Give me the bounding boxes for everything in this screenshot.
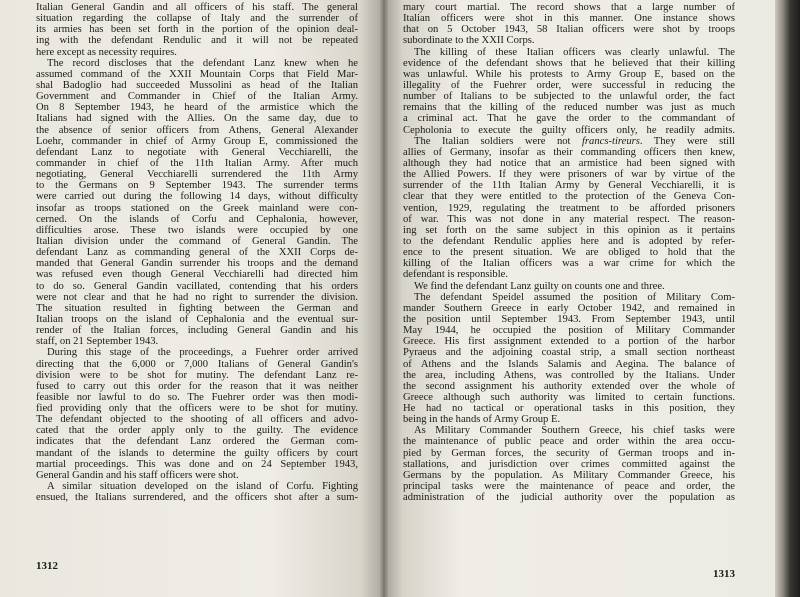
text-line: was refused even though General Vecchiarelli had directed him: [36, 269, 358, 281]
text-line: the maintenance of public peace and order within the area occu-: [403, 436, 735, 448]
text-line: Italian division under the command of General Gandin. The: [36, 235, 358, 247]
text-line: subordinate to the XXII Corps.: [403, 35, 535, 47]
text-line: Greece although such authority was limited to certain functions.: [403, 391, 735, 403]
text-line: although they had notice that an armistice had been signed with: [403, 157, 735, 169]
text-line: the position until September 1943. From September 1943, until: [403, 313, 735, 325]
text-line: the Allied Powers. If they were prisoners of war by virtue of the: [403, 169, 735, 181]
text-line: The record discloses that the defendant Lanz knew when he: [47, 57, 358, 69]
text-line: stallations, and jurisdiction over crimes committed against the: [403, 458, 735, 470]
text-line: the area, including Athens, was controlled by the Italians. Under: [403, 369, 735, 381]
text-line: ensued, the Italians surrendered, and the officers shot after a sum-: [36, 492, 358, 504]
text-line: clear that they were entitled to the protection of the Geneva Con-: [403, 191, 735, 203]
text-line: He had no tactical or operational tasks in this position, they: [403, 403, 735, 415]
text-line: As Military Commander Southern Greece, his chief tasks were: [414, 425, 735, 437]
text-line: We find the defendant Lanz guilty on counts one and three.: [414, 280, 665, 292]
text-line: Loehr, commander in chief of Army Group E, commissioned the: [36, 135, 358, 147]
text-line: the absence of senior officers from Athens, General Alexander: [36, 124, 358, 136]
text-line: vention, 1929, regulating the treatment to be afforded prisoners: [403, 202, 735, 214]
page-number-left: 1312: [36, 560, 58, 572]
text-line: shal Badoglio had succeeded Mussolini as head of the Italian: [36, 79, 358, 91]
text-line: defendant Lanz to negotiate with General Vecchiarelli, the: [36, 146, 358, 158]
text-line: defendant is responsible.: [403, 269, 509, 281]
text-line: General Gandin and his staff officers were shot.: [36, 469, 239, 481]
text-line: to the Germans on 9 September 1943. The surrender terms: [36, 180, 358, 192]
text-line: commander in chief of the 11th Italian Army. After much: [36, 157, 358, 169]
left-page-text: [36, 2, 358, 503]
text-line: that on 5 October 1943, 58 Italian officers were shot by troops: [403, 24, 735, 36]
text-line: difficulties arose. These two islands were occupied by one: [36, 224, 358, 236]
text-line: of Athens and the Islands Salamis and Aegina. The balance of: [403, 358, 735, 370]
text-line: administration of the judicial authority over the population as: [403, 492, 735, 504]
text-line: mander Southern Greece in early October 1942, and remained in: [403, 302, 735, 314]
text-line: Italian troops on the island of Cephalonia and the eventual sur-: [36, 313, 358, 325]
text-line: Cepholonia to execute the guilty officers only, he readily admits.: [403, 124, 735, 136]
text-line: The killing of these Italian officers was clearly unlawful. The: [414, 46, 735, 58]
text-line: remains that the killing of the reduced number was just as much: [403, 102, 735, 114]
text-line: was unlawful. While his protests to Army Group E, based on the: [403, 68, 735, 80]
text-line: indicates that the defendant Lanz ordered the German com-: [36, 436, 358, 448]
text-line: The defendant objected to the shooting of all officers and advo-: [36, 414, 358, 426]
text-line: insofar as troops stationed on the Greek mainland were con-: [36, 202, 358, 214]
text-line: of war. This was not done in any material respect. The reason-: [403, 213, 735, 225]
text-line: During this stage of the proceedings, a Fuehrer order arrived: [47, 347, 358, 359]
text-line: were not clear and that he had no right to surrender the division.: [36, 291, 358, 303]
text-line: mandant of the islands to determine the guilty officers by court: [36, 447, 358, 459]
text-line: Germans by the population. As Military Commander Greece, his: [403, 469, 735, 481]
text-line: number of Italians to be subjected to the unlawful order, the fact: [403, 91, 735, 103]
text-line: illegality of the Fuehrer order, were successful in reducing the: [403, 79, 735, 91]
text-line: May 1944, he occupied the position of Military Commander: [403, 325, 735, 337]
text-line: being in the hands of Army Group E.: [403, 414, 561, 426]
text-line: assumed command of the XXII Mountain Corps that Field Mar-: [36, 68, 358, 80]
text-line: Italian General Gandin and all officers of his staff. The general: [36, 2, 358, 13]
text-line: Government and Commander in Chief of the Italian Army.: [36, 91, 358, 103]
text-line: surrender of the 11th Italian Army by General Vecchiarelli, it is: [403, 180, 735, 192]
text-line: the second assignment his authority extended over the whole of: [403, 380, 735, 392]
right-page-text: [403, 2, 735, 503]
text-line: to do so. General Gandin vacillated, contending that his orders: [36, 280, 358, 292]
text-line: A similar situation developed on the island of Corfu. Fighting: [47, 481, 358, 493]
text-line: fused to carry out this order for the reason that it was neither: [36, 380, 358, 392]
text-line: situation regarding the collapse of Italy and the surrender of: [36, 13, 358, 25]
text-line: Italians had signed with the Allies. On the same day, due to: [36, 113, 358, 125]
text-line: pied by German forces, the security of German troops and in-: [403, 447, 735, 459]
text-line: evidence of the defendant shows that he believed that their killing: [403, 57, 735, 69]
book-gutter: [380, 0, 388, 597]
right-page: [383, 0, 775, 597]
text-line: principal tasks were the maintenance of peace and order, the: [403, 481, 735, 493]
page-number-right: 1313: [713, 568, 735, 580]
text-line: here except as necessity requires.: [36, 46, 177, 58]
text-line: cerned. On the islands of Corfu and Cephalonia, however,: [36, 213, 358, 225]
text-line: On 8 September 1943, he heard of the armistice which the: [36, 102, 358, 114]
page-edge-shadow: [775, 0, 800, 597]
left-page: [0, 0, 383, 597]
text-line: its armies has been set forth in the portion of the opinion deal-: [36, 24, 358, 36]
text-line: mary court martial. The record shows that a large number of: [403, 2, 735, 13]
text-line: Pyraeus and the adjoining coastal strip, a small section northeast: [403, 347, 735, 359]
text-line: a criminal act. That he gave the order to the commandant of: [403, 113, 735, 125]
text-line: ing with the defendant Rendulic and it will not be repeated: [36, 35, 358, 47]
text-line: division were to be shot for mutiny. The defendant Lanz re-: [36, 369, 358, 381]
text-line: allies of Germany, insofar as their commanding officers then knew,: [403, 146, 735, 158]
text-line: killing of the Italian officers was a war crime for which the: [403, 258, 735, 270]
text-line: cated that the order apply only to the guilty. The evidence: [36, 425, 358, 437]
text-line: ing set forth on the same subject in this opinion as it pertains: [403, 224, 735, 236]
text-line: fied providing only that the officers were to be shot for mutiny.: [36, 403, 358, 415]
text-line: render of the Italian forces, including General Gandin and his: [36, 325, 358, 337]
text-line: The defendant Speidel assumed the position of Military Com-: [414, 291, 735, 303]
text-line: directing that the 6,000 or 7,000 Italians of General Gandin's: [36, 358, 358, 370]
text-line: martial proceedings. This was done and on 24 September 1943,: [36, 458, 358, 470]
text-line: manded that General Gandin surrender his troops and the demand: [36, 258, 358, 270]
text-line: staff, on 21 September 1943.: [36, 336, 159, 348]
text-line: to the defendant Rendulic applies here and is adopted by refer-: [403, 235, 735, 247]
text-line: Greece. His first assignment extended to a portion of the harbor: [403, 336, 735, 348]
text-line: feasible nor lawful to do so. The Fuehrer order was then modi-: [36, 391, 358, 403]
text-line: negotiating, General Vecchiarelli surrendered the 11th Army: [36, 169, 358, 181]
text-line: defendant Lanz as commanding general of the XXII Corps de-: [36, 247, 358, 259]
text-line: were carried out during the following 14 days, without difficulty: [36, 191, 358, 203]
text-line: ence to the present situation. We are obliged to hold that the: [403, 247, 735, 259]
text-line: The Italian soldiers were not francs-tireurs. They were still: [414, 135, 735, 147]
text-line: Italian officers were shot in this manner. One instance shows: [403, 13, 735, 25]
text-line: The situation resulted in fighting between the German and: [36, 302, 358, 314]
